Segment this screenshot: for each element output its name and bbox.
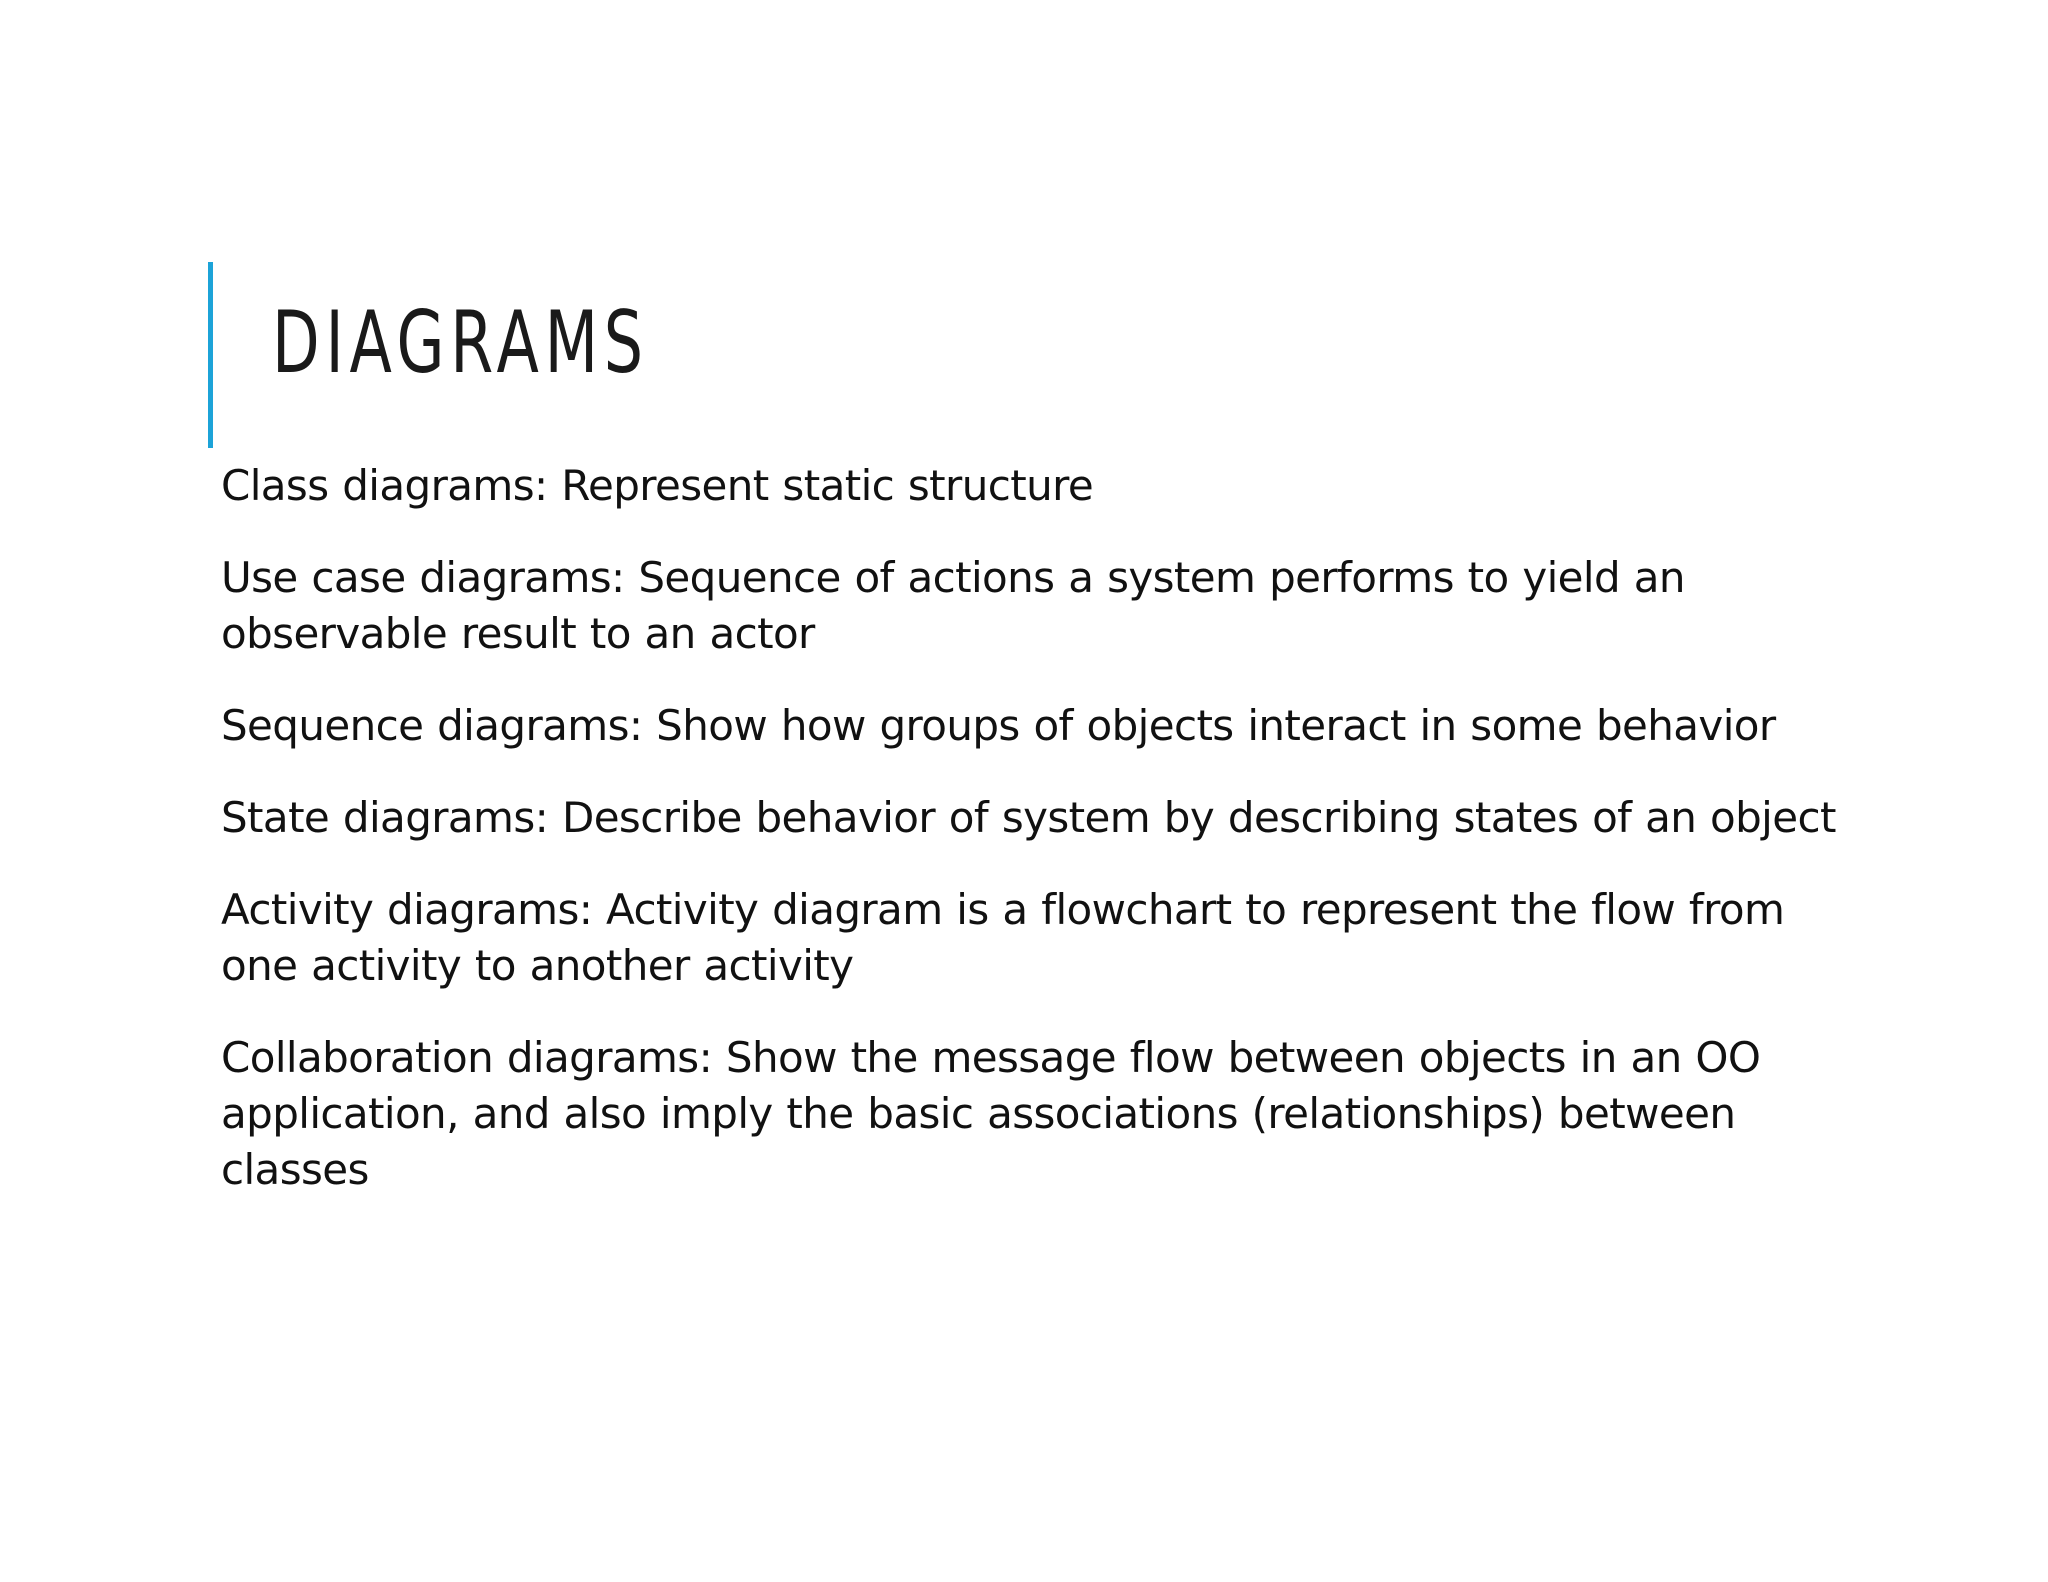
bullet-list (221, 458, 1861, 1234)
bullet-collaboration-diagrams: Collaboration diagrams: Show the message flow between objects in an OO application, and also imply the basic associations (relationships) between classes (221, 1033, 1761, 1194)
bullet-class-diagrams: Class diagrams: Represent static structure (221, 461, 1094, 510)
bullet-activity-diagrams: Activity diagrams: Activity diagram is a flowchart to represent the flow from one activity to another activity (221, 885, 1785, 990)
bullet-use-case-diagrams: Use case diagrams: Sequence of actions a system performs to yield an observable result to an actor (221, 553, 1685, 658)
bullet-state-diagrams: State diagrams: Describe behavior of system by describing states of an object (221, 793, 1836, 842)
bullet-sequence-diagrams: Sequence diagrams: Show how groups of objects interact in some behavior (221, 701, 1776, 750)
slide-title: DIAGRAMS (272, 293, 649, 393)
title-accent-bar (208, 262, 213, 448)
